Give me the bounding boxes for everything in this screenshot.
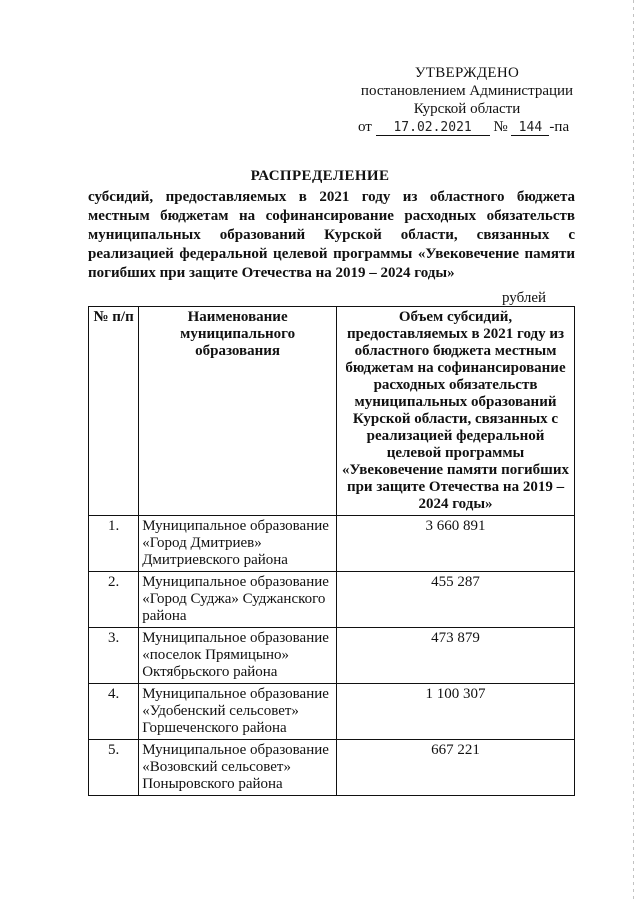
table-row: [89, 516, 575, 572]
header-number: № п/п: [89, 307, 139, 516]
row-amount: 3 660 891: [337, 516, 575, 572]
approval-title: УТВЕРЖДЕНО: [414, 65, 520, 81]
document-subtitle: субсидий, предоставляемых в 2021 году из областного бюджета местным бюджетам на софинансирование расходных обязательств муниципальных образований Курской области, связанных с реализацией федеральной целевой программы «Увековечение памяти погибших при защите Отечества на 2019 – 2024 годы»: [88, 189, 575, 281]
table-row: [89, 628, 575, 684]
currency-unit: рублей: [502, 290, 547, 306]
scan-edge-artifact: [633, 0, 634, 901]
row-number: 4.: [89, 684, 139, 740]
row-municipality: Муниципальное образование «Возовский сельсовет» Поныровского района: [139, 740, 337, 796]
row-number: 1.: [89, 516, 139, 572]
row-amount: 1 100 307: [337, 684, 575, 740]
header-municipality: Наименование муниципального образования: [139, 307, 337, 516]
approval-line-1: постановлением Администрации: [360, 83, 574, 99]
table-row: [89, 684, 575, 740]
row-amount: 667 221: [337, 740, 575, 796]
document-heading: РАСПРЕДЕЛЕНИЕ: [250, 168, 390, 184]
approval-line-2: Курской области: [413, 101, 521, 117]
table-row: [89, 740, 575, 796]
table-row: [89, 572, 575, 628]
header-subsidy-amount: Объем субсидий, предоставляемых в 2021 году из областного бюджета местным бюджетам на софинансирование расходных обязательств муниципальных образований Курской области, связанных с реализацией федеральной целевой программы «Увековечение памяти погибших при защите Отечества на 2019 – 2024 годы»: [337, 307, 575, 516]
row-number: 2.: [89, 572, 139, 628]
row-municipality: Муниципальное образование «поселок Прямицыно» Октябрьского района: [139, 628, 337, 684]
row-number: 5.: [89, 740, 139, 796]
number-suffix: -па: [549, 119, 570, 135]
row-amount: 473 879: [337, 628, 575, 684]
row-municipality: Муниципальное образование «Город Дмитриев» Дмитриевского района: [139, 516, 337, 572]
row-municipality: Муниципальное образование «Удобенский сельсовет» Горшеченского района: [139, 684, 337, 740]
approval-number: 144: [511, 120, 549, 136]
row-number: 3.: [89, 628, 139, 684]
approval-stamp: [352, 64, 582, 136]
row-municipality: Муниципальное образование «Город Суджа» Суджанского района: [139, 572, 337, 628]
number-prefix: №: [493, 119, 508, 135]
approval-date: 17.02.2021: [376, 120, 490, 136]
row-amount: 455 287: [337, 572, 575, 628]
approval-date-line: [352, 118, 582, 136]
table-header-row: [89, 307, 575, 516]
distribution-table: [88, 306, 575, 796]
date-prefix: от: [358, 119, 372, 135]
